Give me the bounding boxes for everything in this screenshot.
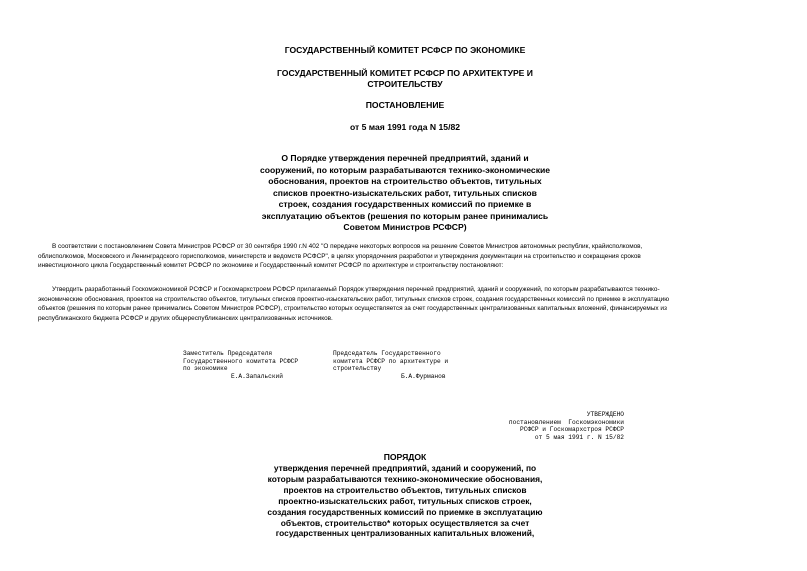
approval-line4: от 5 мая 1991 г. N 15/82 [534,433,624,441]
title-line: обоснования, проектов на строительство объектов, титульных [268,176,542,186]
title-line: списков проектно-изыскательских работ, титульных списков [273,187,537,198]
preamble-line: облисполкомов, Московского и Ленинградского горисполкомов, министерств и ведомств РСФСР", в целях упорядочения разработки и утверждения документации на строительство и сокращения сроков [38,252,641,260]
approval-stamp [480,411,624,441]
order-subtitle-line: проектно-изыскательских работ, титульных списков строек, [278,495,532,506]
title-line: сооружений, по которым разрабатываются технико-экономические [259,164,551,175]
order-title: ПОРЯДОК [383,452,427,462]
signature-left-line1: Заместитель Председателя [183,350,273,357]
signature-left-line2: Государственного комитета РСФСР [183,357,299,365]
signature-left-line3: по экономике [183,365,228,373]
preamble-paragraph [38,242,768,271]
title-line: строек, создания государственных комиссий по приемке в [278,199,532,209]
approval-line2: постановлением Госкомэкономики [508,418,624,426]
header-committee-architecture-line2: СТРОИТЕЛЬСТВУ [367,79,443,89]
signature-right-line3: строительству [333,365,382,373]
document-title [215,153,595,234]
signature-right-line1: Председатель Государственного [333,350,441,357]
header-committee-economy: ГОСУДАРСТВЕННЫЙ КОМИТЕТ РСФСР ПО ЭКОНОМИКЕ [284,45,526,55]
preamble-line: В соответствии с постановлением Совета Министров РСФСР от 30 сентября 1990 г.N 402 "О передаче некоторых вопросов на решение Советов Министров автономных республик, крайисполкомов, [52,243,643,250]
order-subtitle [240,463,570,539]
approval-line1: УТВЕРЖДЕНО [586,411,624,418]
order-subtitle-line: создания государственных комиссий по приемке в эксплуатацию [267,506,543,517]
header-committee-architecture-line1: ГОСУДАРСТВЕННЫЙ КОМИТЕТ РСФСР ПО АРХИТЕКТУРЕ И [277,68,533,78]
title-line: О Порядке утверждения перечней предприятий, зданий и [281,153,529,163]
preamble-line: инвестиционного цикла Государственный комитет РСФСР по экономике и Государственный комитет РСФСР по архитектуре и строительству постановляют: [38,262,504,270]
signature-right-line2: комитета РСФСР по архитектуре и [333,357,449,365]
approval-line3: РСФСР и Госкомархстроя РСФСР [520,426,624,434]
signature-right [333,350,448,380]
title-line: Советом Министров РСФСР) [343,222,467,232]
order-subtitle-line: которым разрабатываются технико-экономические обоснования, [267,473,543,484]
signature-right-name: Б.А.Фурманов [401,372,446,380]
order-subtitle-line: проектов на строительство объектов, титульных списков [283,484,527,495]
document-type: ПОСТАНОВЛЕНИЕ [365,100,445,110]
resolution-line: объектов (решения по которым ранее принимались Советом Министров РСФСР), строительство которых осуществляется за счет государственных централизованных капитальных вложений, финансируемых из [38,305,667,313]
resolution-line: республиканского бюджета РСФСР и других общереспубликанских централизованных источников. [38,314,333,322]
order-subtitle-line: объектов, строительство* которых осуществляется за счет [280,517,530,528]
title-line: эксплуатацию объектов (решения по которым ранее принимались [261,210,549,221]
signature-left [183,350,298,380]
order-subtitle-line: государственных централизованных капитальных вложений, [275,528,535,539]
resolution-paragraph [38,285,768,323]
resolution-line: Утвердить разработанный Госкомэкономикой РСФСР и Госкомархстроем РСФСР прилагаемый Порядок утверждения перечней предприятий, зданий и сооружений, по которым разрабатываются технико- [52,286,660,293]
resolution-line: экономические обоснования, проектов на строительство объектов, титульных списков проектно-изыскательских работ, титульных списков строек, создания государственных комиссий по приемке в эксплуатацию [38,295,670,303]
order-subtitle-line: утверждения перечней предприятий, зданий и сооружений, по [273,463,537,473]
signature-left-name: Е.А.Запальский [231,372,283,380]
document-date: от 5 мая 1991 года N 15/82 [349,122,461,132]
